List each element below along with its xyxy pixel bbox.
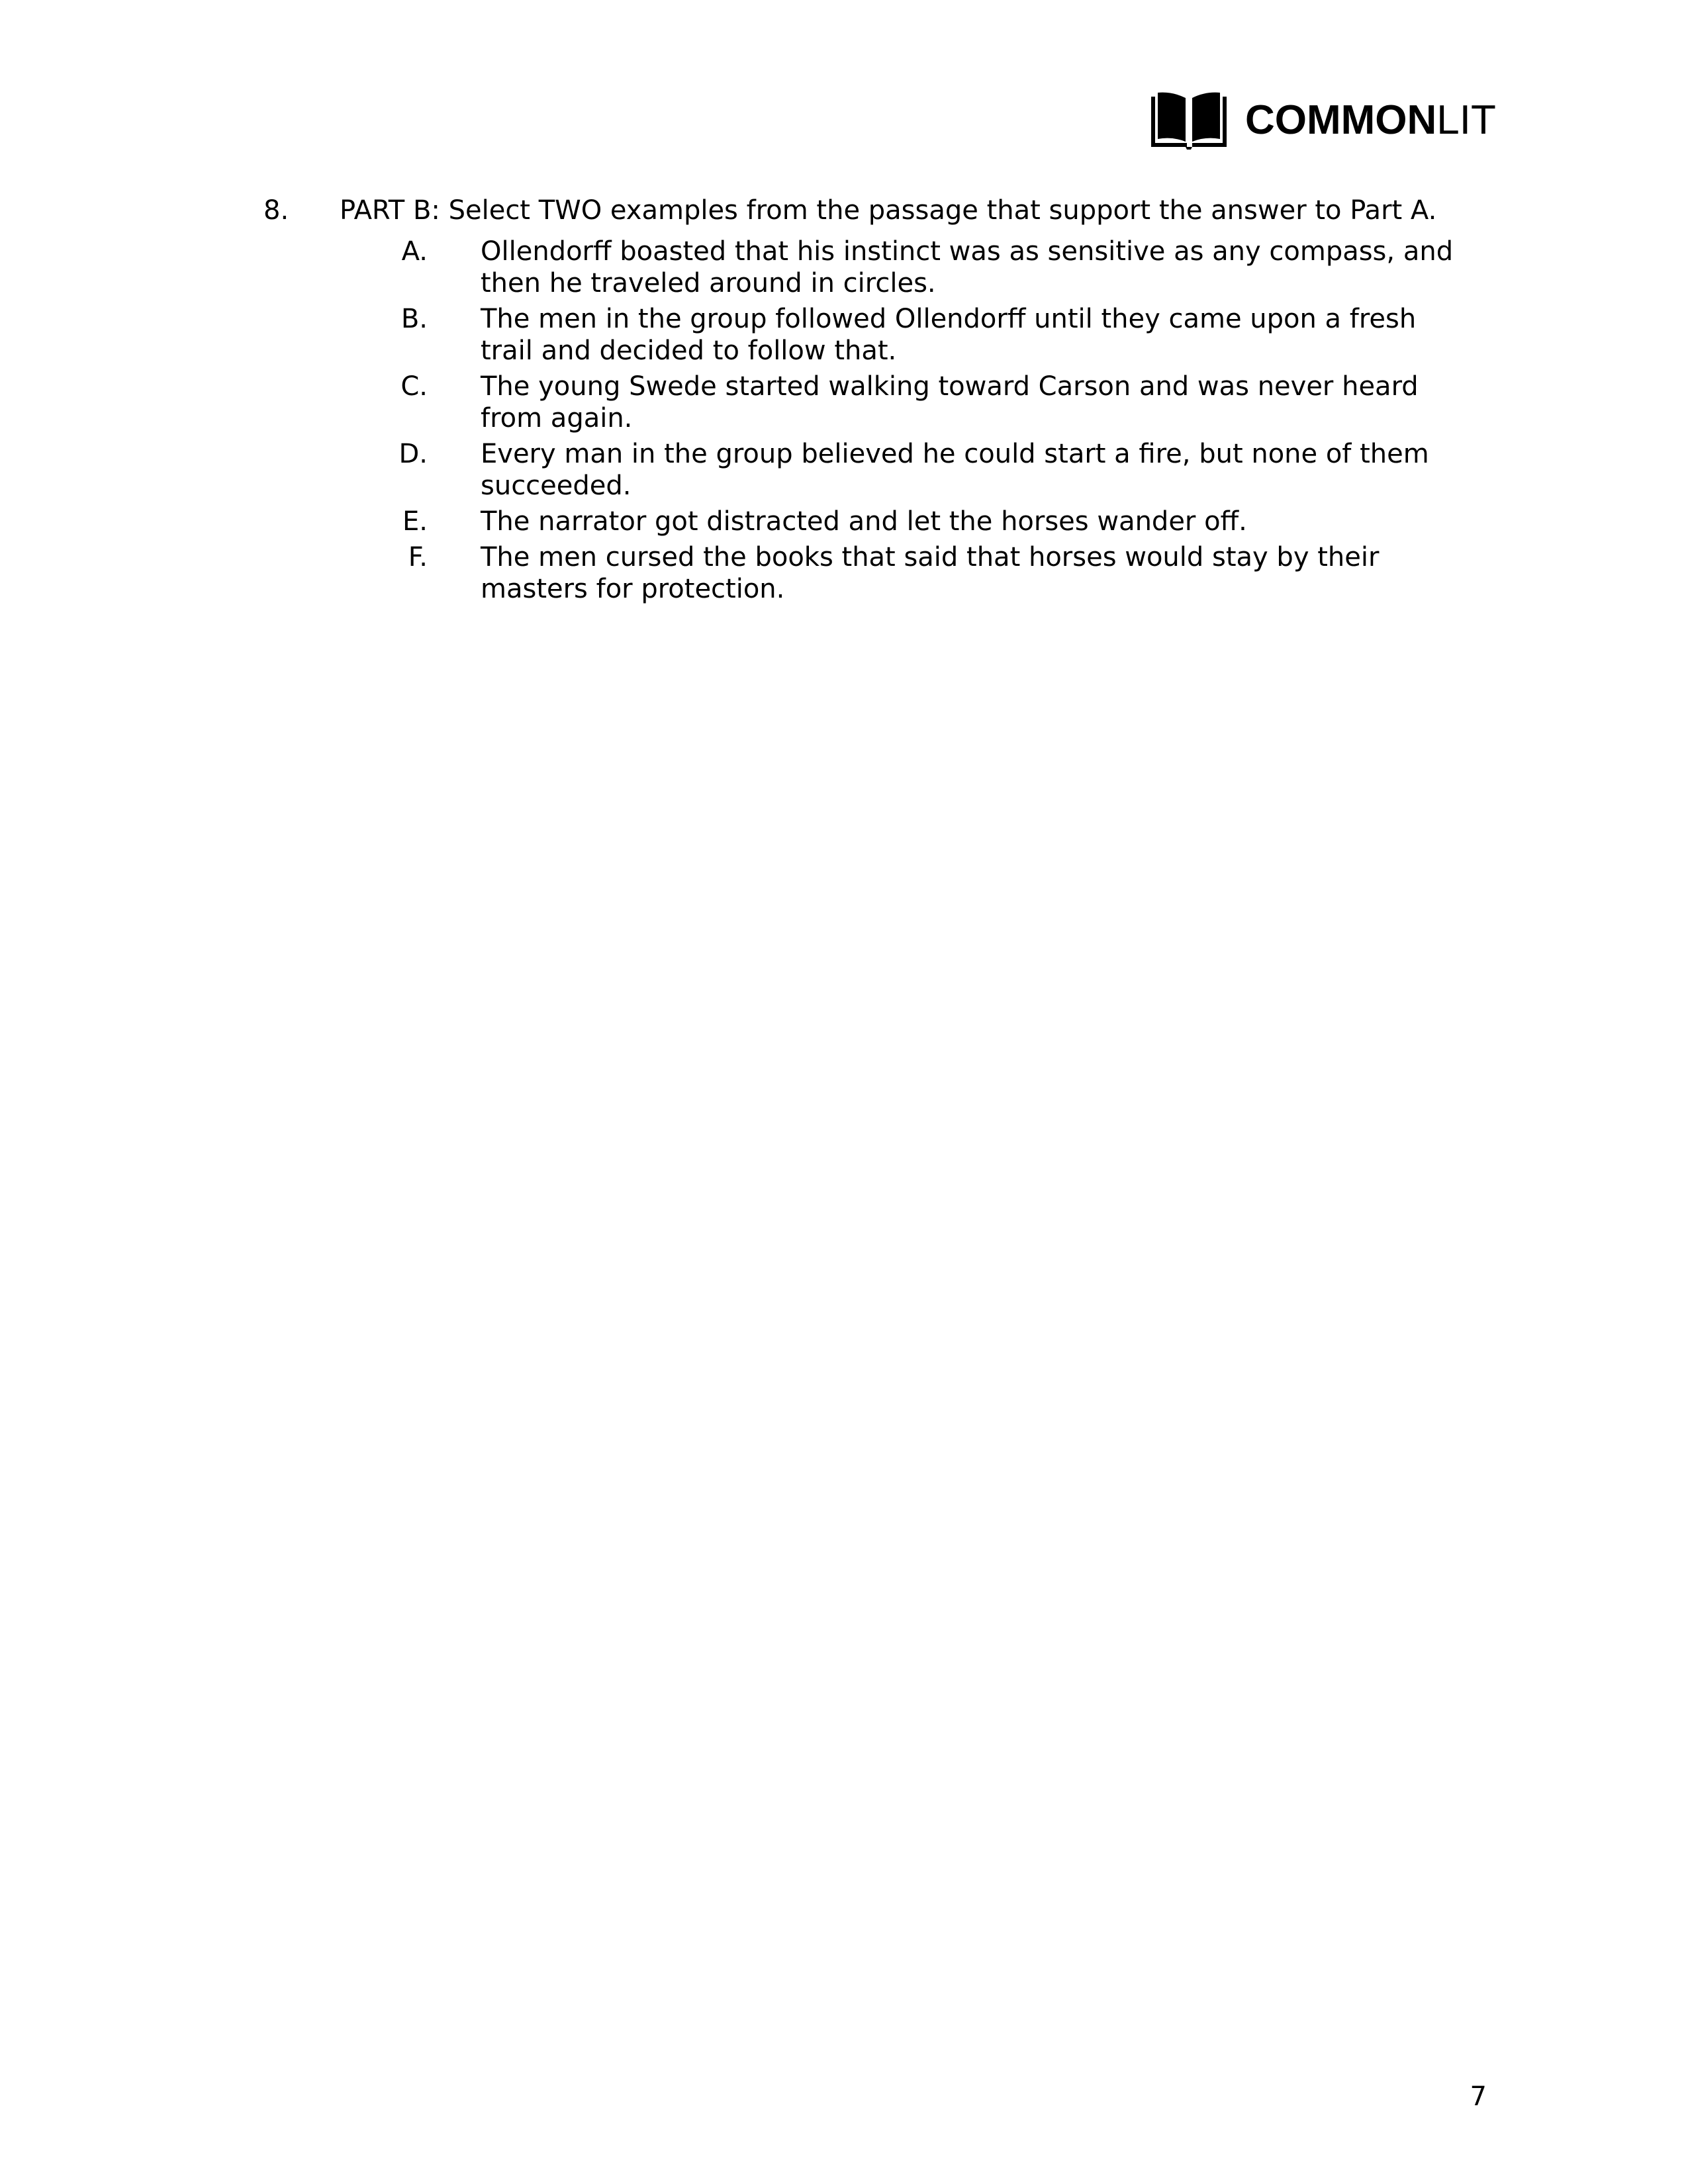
answer-choices [0, 236, 1688, 609]
page-number: 7 [1470, 2081, 1487, 2112]
answer-choice-a[interactable] [0, 236, 1688, 299]
choice-letter: E. [402, 506, 428, 537]
choice-text: The young Swede started walking toward Carson and was never heard from again. [481, 371, 1419, 433]
logo-text-light: LIT [1436, 97, 1496, 143]
choice-letter: F. [408, 542, 428, 572]
answer-choice-e[interactable] [0, 506, 1688, 537]
choice-letter: B. [400, 304, 428, 334]
open-book-icon [1149, 90, 1229, 151]
choice-text: The narrator got distracted and let the horses wander off. [481, 506, 1247, 537]
choice-text: The men in the group followed Ollendorff until they came upon a fresh trail and decided to follow that. [481, 304, 1417, 366]
answer-choice-b[interactable] [0, 303, 1688, 367]
logo-text-bold: COMMON [1245, 97, 1437, 143]
answer-choice-f[interactable] [0, 541, 1688, 605]
commonlit-logo [1149, 90, 1496, 151]
choice-text: The men cursed the books that said that horses would stay by their masters for protection. [481, 542, 1380, 604]
choice-letter: C. [400, 371, 428, 402]
question-number: 8. [263, 195, 289, 226]
choice-text: Every man in the group believed he could start a fire, but none of them succeeded. [481, 439, 1429, 501]
choice-text: Ollendorff boasted that his instinct was as sensitive as any compass, and then he traveled around in circles. [481, 236, 1454, 298]
question-8 [0, 193, 1688, 233]
choice-letter: A. [401, 236, 428, 267]
answer-choice-d[interactable] [0, 438, 1688, 502]
logo-wordmark [1245, 97, 1496, 143]
choice-letter: D. [399, 439, 428, 469]
question-prompt: PART B: Select TWO examples from the passage that support the answer to Part A. [340, 195, 1437, 226]
answer-choice-c[interactable] [0, 371, 1688, 434]
